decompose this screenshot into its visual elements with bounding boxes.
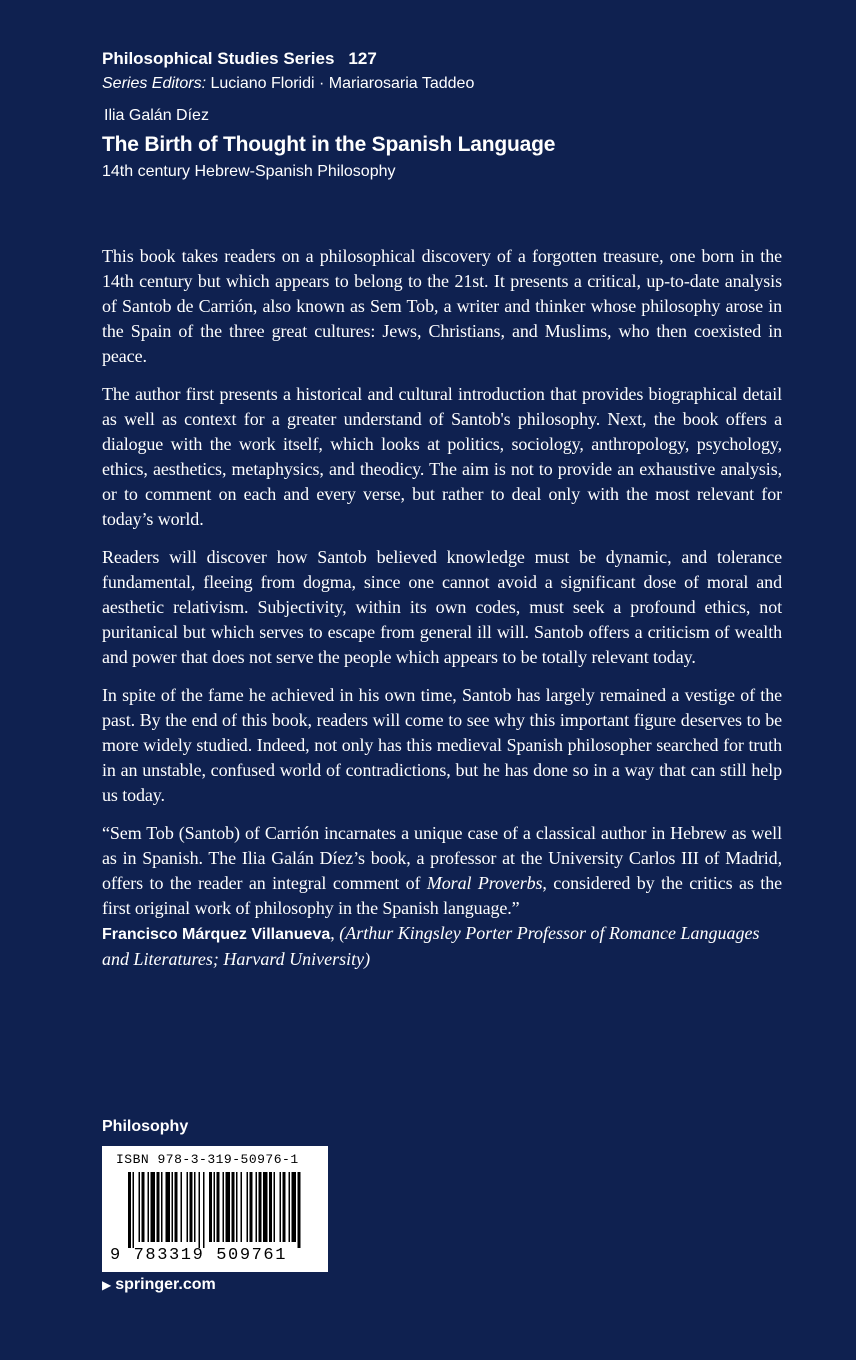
barcode-bar bbox=[298, 1172, 301, 1248]
isbn-label: ISBN 978-3-319-50976-1 bbox=[116, 1152, 299, 1167]
series-name: Philosophical Studies Series bbox=[102, 49, 335, 68]
book-title: The Birth of Thought in the Spanish Language bbox=[102, 133, 556, 156]
cover-header bbox=[102, 46, 802, 184]
barcode-bar bbox=[199, 1172, 201, 1248]
barcode-bar bbox=[263, 1172, 268, 1242]
series-editors bbox=[102, 72, 802, 96]
barcode-bar bbox=[203, 1172, 205, 1248]
reviewer-separator: , bbox=[330, 923, 340, 943]
publisher-website[interactable] bbox=[102, 1276, 216, 1294]
series-line bbox=[102, 46, 802, 72]
blurb-paragraph-2: The author first presents a historical and cultural introduction that provides biographical detail as well as context for a greater understand of Santob's philosophy. Next, the book offers a dialogue with the work itself, which looks at politics, sociology, anthropology, psychology, ethics, aesthetics, metaphysics, and theodicy. The aim is not to provide an exhaustive analysis, or to comment on each and every verse, but rather to deal only with the most relevant for today’s world. bbox=[102, 384, 782, 529]
barcode-bar bbox=[172, 1172, 174, 1242]
blurb-paragraph-4: In spite of the fame he achieved in his own time, Santob has largely remained a vestige of the past. By the end of this book, readers will come to see why this important figure deserves to be more widely studied. Indeed, not only has this medieval Spanish philosopher searched for truth in an unstable, confused world of contradictions, but he has done so in a way that can still help us today. bbox=[102, 685, 782, 805]
blurb bbox=[102, 244, 782, 972]
review-quote-text-start: “Sem Tob (Santob) of Carrión incarnates a unique case of a classical author in Hebrew as well as in Spanish. The Ilia Galán Díez’s book, a professor at the University Carlos III of Madrid, offers to the reader an integral comment of bbox=[102, 823, 782, 893]
barcode-bar bbox=[280, 1172, 282, 1242]
book-author: Ilia Galán Díez bbox=[104, 107, 209, 124]
barcode-bar bbox=[292, 1172, 297, 1242]
barcode-bar bbox=[209, 1172, 212, 1242]
series-editors-names: Luciano Floridi · Mariarosaria Taddeo bbox=[210, 75, 475, 92]
barcode-bar bbox=[157, 1172, 160, 1242]
barcode-bar bbox=[166, 1172, 171, 1242]
review-quote bbox=[102, 821, 782, 921]
barcode-bar bbox=[161, 1172, 163, 1242]
barcode-bar bbox=[274, 1172, 276, 1242]
barcode-bar bbox=[190, 1172, 193, 1242]
barcode-bar bbox=[181, 1172, 183, 1242]
book-subtitle: 14th century Hebrew-Spanish Philosophy bbox=[102, 163, 396, 180]
barcode-bar bbox=[232, 1172, 235, 1242]
barcode-bar bbox=[175, 1172, 178, 1242]
barcode-bar bbox=[259, 1172, 262, 1242]
blurb-paragraph-3: Readers will discover how Santob believed knowledge must be dynamic, and tolerance fundamental, fleeing from dogma, since one cannot avoid a significant dose of moral and aesthetic relativism. Subjectivity, within its own codes, must seek a profound ethics, not puritanical but which serves to escape from general ill will. Santob offers a criticism of wealth and power that does not serve the people which appears to be totally relevant today. bbox=[102, 547, 782, 667]
isbn-barcode bbox=[102, 1146, 328, 1272]
arrow-right-icon: ▶ bbox=[102, 1278, 112, 1292]
barcode-bar bbox=[247, 1172, 249, 1242]
barcode-bar bbox=[256, 1172, 258, 1242]
barcode-bar bbox=[214, 1172, 216, 1242]
barcode-bar bbox=[194, 1172, 196, 1242]
review-quote-book-title: Moral Proverbs bbox=[426, 873, 543, 893]
barcode-bar bbox=[187, 1172, 189, 1242]
barcode-bar bbox=[151, 1172, 156, 1242]
publisher-website-label: springer.com bbox=[115, 1276, 216, 1293]
barcode-digits: 9 783319 509761 bbox=[110, 1246, 288, 1265]
reviewer-affiliation: (Arthur Kingsley Porter Professor of Romance Languages and Literatures; Harvard University) bbox=[102, 923, 760, 969]
barcode-bars bbox=[128, 1172, 304, 1248]
barcode-bar bbox=[133, 1172, 135, 1248]
barcode-bar bbox=[241, 1172, 243, 1242]
barcode-bar bbox=[142, 1172, 145, 1242]
barcode-bar bbox=[269, 1172, 272, 1242]
blurb-paragraph-1: This book takes readers on a philosophical discovery of a forgotten treasure, one born in the 14th century but which appears to belong to the 21st. It presents a critical, up-to-date analysis of Santob de Carrión, also known as Sem Tob, a writer and thinker whose philosophy arose in the Spain of the three great cultures: Jews, Christians, and Muslims, who then coexisted in peace. bbox=[102, 246, 782, 366]
barcode-bar bbox=[226, 1172, 231, 1242]
barcode-bar bbox=[250, 1172, 253, 1242]
barcode-bar bbox=[289, 1172, 291, 1242]
barcode-bar bbox=[148, 1172, 150, 1242]
review-attribution bbox=[102, 921, 782, 972]
reviewer-name: Francisco Márquez Villanueva bbox=[102, 926, 331, 943]
barcode-bar bbox=[283, 1172, 286, 1242]
barcode-bar bbox=[139, 1172, 141, 1242]
review-quote-text-end: , considered by the critics as the first original work of philosophy in the Spanish language.” bbox=[102, 873, 782, 918]
barcode-bar bbox=[223, 1172, 225, 1242]
barcode-bar bbox=[128, 1172, 131, 1248]
series-editors-label: Series Editors: bbox=[102, 75, 207, 92]
barcode-bar bbox=[236, 1172, 238, 1242]
barcode-bar bbox=[217, 1172, 220, 1242]
series-number: 127 bbox=[348, 49, 377, 68]
subject-category: Philosophy bbox=[102, 1118, 189, 1135]
